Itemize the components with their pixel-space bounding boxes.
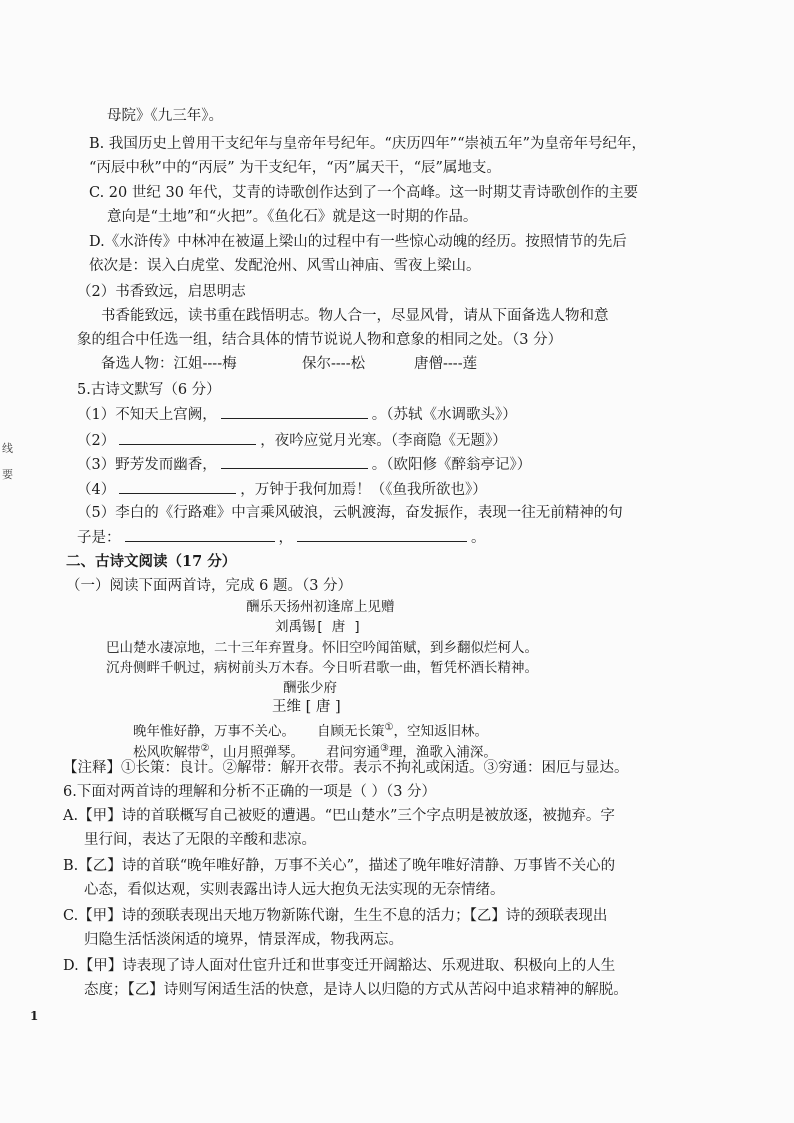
poem-text: 松风吹解带 — [133, 744, 201, 761]
answer-blank[interactable] — [297, 527, 467, 542]
poem-1-author: 刘禹锡[ 唐 ] — [275, 619, 362, 635]
fill-text: ，万钟于我何加焉！（《鱼我所欲也》） — [240, 482, 487, 498]
poem-1-line: 沉舟侧畔千帆过，病树前头万木春。今日听君歌一曲，暂凭杯酒长精神。 — [106, 660, 538, 676]
section-2-heading: 二、古诗文阅读（17 分） — [66, 553, 237, 570]
answer-blank[interactable] — [119, 430, 256, 445]
poem-1-line: 巴山楚水凄凉地，二十三年弃置身。怀旧空吟闻笛赋，到乡翻似烂柯人。 — [106, 640, 538, 656]
option-c[interactable]: C.【甲】诗的颈联表现出天地万物新陈代谢，生生不息的活力；【乙】诗的颈联表现出 — [63, 908, 608, 924]
fill-text: （3）野芳发而幽香， — [77, 457, 217, 473]
text-line: 母院》《九三年》。 — [107, 108, 223, 124]
answer-blank[interactable] — [119, 479, 236, 494]
margin-mark-2: 要 — [2, 468, 13, 481]
candidate-baoer: 保尔----松 — [302, 356, 366, 372]
margin-mark-1: 线 — [2, 442, 13, 455]
question-6: 6.下面对两首诗的理解和分析不正确的一项是（ ）（3 分） — [63, 784, 437, 800]
option-b[interactable]: B.【乙】诗的首联“晚年唯好静，万事不关心”，描述了晚年唯好清静、万事皆不关心的 — [63, 858, 616, 874]
poem-text: 君问穷通 — [325, 744, 380, 761]
page-number: 1 — [30, 1009, 39, 1023]
fill-text: 。 — [471, 530, 486, 546]
fill-line-1 — [77, 404, 517, 425]
option-b-cont: 心态，看似达观，实则表露出诗人远大抱负无法实现的无奈情绪。 — [84, 882, 505, 898]
text-line: 书香能致远，读书重在践悟明志。物人合一，尽显风骨，请从下面备选人物和意 — [101, 308, 609, 324]
answer-blank[interactable] — [221, 404, 368, 419]
answer-blank[interactable] — [221, 454, 368, 469]
answer-blank[interactable] — [125, 527, 275, 542]
fill-text: 。（苏轼《水调歌头》） — [371, 407, 517, 423]
option-d-cont: 态度；【乙】诗则写闲适生活的快意，是诗人以归隐的方式从苦闷中追求精神的解脱。 — [84, 982, 628, 998]
fill-text: 。（欧阳修《醉翁亭记》） — [371, 457, 532, 473]
fill-text: ，夜吟应觉月光寒。（李商隐《无题》） — [260, 433, 507, 449]
subsection-1-heading: （一）阅读下面两首诗，完成 6 题。（3 分） — [66, 578, 353, 594]
text-line: D.《水浒传》中林冲在被逼上梁山的过程中有一些惊心动魄的经历。按照情节的先后 — [89, 234, 627, 250]
question-5-heading: 5.古诗文默写（6 分） — [77, 382, 221, 398]
poem-1-title: 酬乐天扬州初逢席上见赠 — [246, 599, 395, 615]
candidate-jiangjie: 备选人物：江姐----梅 — [101, 356, 237, 372]
fill-line-3 — [77, 454, 531, 475]
text-line: 依次是：误入白虎堂、发配沧州、风雪山神庙、雪夜上梁山。 — [89, 258, 481, 274]
fill-line-2 — [77, 430, 507, 451]
poem-text: ，空知返旧林。 — [393, 723, 488, 740]
text-line: （2）书香致远，启思明志 — [77, 284, 246, 300]
option-a[interactable]: A.【甲】诗的首联概写自己被贬的遭遇。“巴山楚水”三个字点明是被放逐，被抛弃。字 — [63, 808, 615, 824]
option-a-cont: 里行间，表达了无限的辛酸和悲凉。 — [84, 832, 316, 848]
poem-text: 自顾无长策 — [317, 723, 385, 740]
fill-text: ， — [278, 530, 293, 546]
text-line: “丙辰中秋”中的“丙辰” 为干支纪年，“丙”属天干，“辰”属地支。 — [89, 160, 501, 176]
text-line: 意向是“土地”和“火把”。《鱼化石》就是这一时期的作品。 — [107, 209, 478, 225]
footnote-mark: ① — [384, 722, 394, 733]
poem-2-title: 酬张少府 — [283, 680, 337, 696]
text-line: 象的组合中任选一组，结合具体的情节说说人物和意象的相同之处。（3 分） — [77, 332, 563, 348]
poem-text: 理，渔歌入浦深。 — [388, 744, 497, 761]
candidate-tangseng: 唐僧----莲 — [414, 356, 478, 372]
footnote-mark: ② — [200, 743, 210, 754]
poem-2-line — [133, 718, 488, 742]
fill-text: （2） — [77, 433, 116, 449]
option-c-cont: 归隐生活恬淡闲适的境界，情景浑成，物我两忘。 — [84, 932, 403, 948]
option-d[interactable]: D.【甲】诗表现了诗人面对仕宦升迁和世事变迁开阔豁达、乐观进取、积极向上的人生 — [63, 958, 616, 974]
fill-line-5-answer — [77, 527, 486, 548]
poem-text: ，山月照弹琴。 — [209, 744, 304, 761]
fill-line-4 — [77, 479, 487, 500]
fill-text: （1）不知天上宫阙， — [77, 407, 217, 423]
fill-line-5: （5）李白的《行路难》中言乘风破浪，云帆渡海，奋发振作，表现一往无前精神的句 — [77, 505, 623, 521]
text-line: C. 20 世纪 30 年代，艾青的诗歌创作达到了一个高峰。这一时期艾青诗歌创作的主要 — [89, 185, 639, 201]
annotation: 【注释】①长策：良计。②解带：解开衣带。表示不拘礼或闲适。③穷通：困厄与显达。 — [63, 760, 629, 776]
poem-2-author: 王维 [ 唐 ] — [272, 699, 341, 715]
footnote-mark: ③ — [379, 743, 389, 754]
fill-text: 子是： — [77, 530, 121, 546]
text-line: B. 我国历史上曾用干支纪年与皇帝年号纪年。“庆历四年”“崇祯五年”为皇帝年号纪年， — [89, 136, 647, 152]
fill-text: （4） — [77, 482, 116, 498]
poem-text: 晚年惟好静，万事不关心。 — [133, 723, 295, 740]
